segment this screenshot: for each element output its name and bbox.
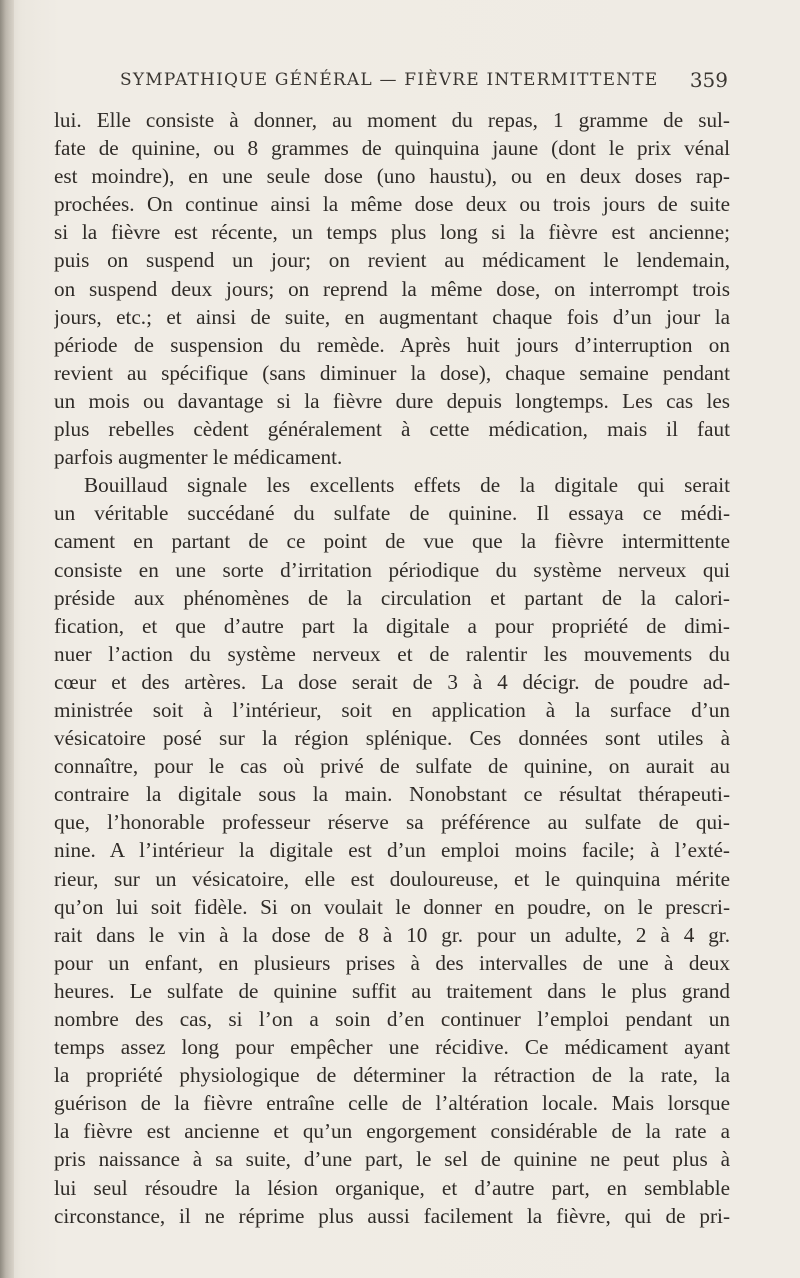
text-line: un véritable succédané du sulfate de quinine. Il essaya ce médi- bbox=[54, 501, 730, 526]
text-line: connaître, pour le cas où privé de sulfate de quinine, on aurait au bbox=[54, 754, 730, 779]
text-line: cœur et des artères. La dose serait de 3 à 4 décigr. de poudre ad- bbox=[54, 669, 730, 694]
text-line: période de suspension du remède. Après huit jours d’interruption on bbox=[54, 332, 730, 357]
running-header bbox=[120, 68, 728, 96]
text-line: lui. Elle consiste à donner, au moment du repas, 1 gramme de sul- bbox=[54, 108, 730, 132]
text-line: pris naissance à sa suite, d’une part, le sel de quinine ne peut plus à bbox=[54, 1147, 730, 1172]
text-line: circonstance, il ne réprime plus aussi facilement la fièvre, qui de pri- bbox=[54, 1203, 730, 1228]
page-binding-edge bbox=[0, 0, 14, 1278]
text-line: est moindre), en une seule dose (uno haustu), ou en deux doses rap- bbox=[54, 164, 730, 189]
running-title: SYMPATHIQUE GÉNÉRAL — FIÈVRE INTERMITTENTE bbox=[120, 70, 659, 90]
text-line: on suspend deux jours; on reprend la même dose, on interrompt trois bbox=[54, 276, 730, 301]
page-number: 359 bbox=[689, 68, 728, 92]
text-line: pour un enfant, en plusieurs prises à des intervalles de une à deux bbox=[54, 950, 730, 975]
text-line: heures. Le sulfate de quinine suffit au traitement dans le plus grand bbox=[54, 978, 730, 1003]
text-line: ministrée soit à l’intérieur, soit en application à la surface d’un bbox=[54, 697, 730, 722]
text-line: temps assez long pour empêcher une récidive. Ce médicament ayant bbox=[54, 1035, 730, 1060]
text-line: jours, etc.; et ainsi de suite, en augmentant chaque fois d’un jour la bbox=[54, 304, 730, 329]
text-line: plus rebelles cèdent généralement à cette médication, mais il faut bbox=[54, 417, 730, 442]
text-line: consiste en une sorte d’irritation périodique du système nerveux qui bbox=[54, 557, 730, 582]
text-line: si la fièvre est récente, un temps plus long si la fièvre est ancienne; bbox=[54, 220, 730, 245]
text-line: rieur, sur un vésicatoire, elle est douloureuse, et le quinquina mérite bbox=[54, 866, 730, 891]
text-line: guérison de la fièvre entraîne celle de l’altération locale. Mais lorsque bbox=[54, 1091, 730, 1116]
text-line: puis on suspend un jour; on revient au médicament le lendemain, bbox=[54, 248, 730, 273]
paragraph-start-line: Bouillaud signale les excellents effets de la digitale qui serait bbox=[84, 473, 730, 498]
text-line: rait dans le vin à la dose de 8 à 10 gr. pour un adulte, 2 à 4 gr. bbox=[54, 922, 730, 947]
text-line: fate de quinine, ou 8 grammes de quinquina jaune (dont le prix vénal bbox=[54, 136, 730, 161]
text-line: lui seul résoudre la lésion organique, et d’autre part, en semblable bbox=[54, 1175, 730, 1200]
text-line: vésicatoire posé sur la région splénique. Ces données sont utiles à bbox=[54, 726, 730, 751]
text-line: que, l’honorable professeur réserve sa préférence au sulfate de qui- bbox=[54, 810, 730, 835]
text-line: revient au spécifique (sans diminuer la dose), chaque semaine pendant bbox=[54, 360, 730, 385]
text-line: cament en partant de ce point de vue que la fièvre intermittente bbox=[54, 529, 730, 554]
text-line: contraire la digitale sous la main. Nonobstant ce résultat thérapeuti- bbox=[54, 782, 730, 807]
text-line: préside aux phénomènes de la circulation et partant de la calori- bbox=[54, 585, 730, 610]
text-line: la propriété physiologique de déterminer la rétraction de la rate, la bbox=[54, 1063, 730, 1088]
text-line: qu’on lui soit fidèle. Si on voulait le donner en poudre, on le prescri- bbox=[54, 894, 730, 919]
body-text bbox=[54, 106, 730, 1230]
text-line: prochées. On continue ainsi la même dose deux ou trois jours de suite bbox=[54, 192, 730, 217]
text-line: la fièvre est ancienne et qu’un engorgement considérable de la rate a bbox=[54, 1119, 730, 1144]
text-line: un mois ou davantage si la fièvre dure depuis longtemps. Les cas les bbox=[54, 388, 730, 413]
text-line: nuer l’action du système nerveux et de ralentir les mouvements du bbox=[54, 641, 730, 666]
text-line: nombre des cas, si l’on a soin d’en continuer l’emploi pendant un bbox=[54, 1007, 730, 1031]
text-line: nine. A l’intérieur la digitale est d’un emploi moins facile; à l’exté- bbox=[54, 838, 730, 863]
text-line: fication, et que d’autre part la digitale a pour propriété de dimi- bbox=[54, 613, 730, 638]
paragraph-end-line: parfois augmenter le médicament. bbox=[54, 445, 343, 470]
